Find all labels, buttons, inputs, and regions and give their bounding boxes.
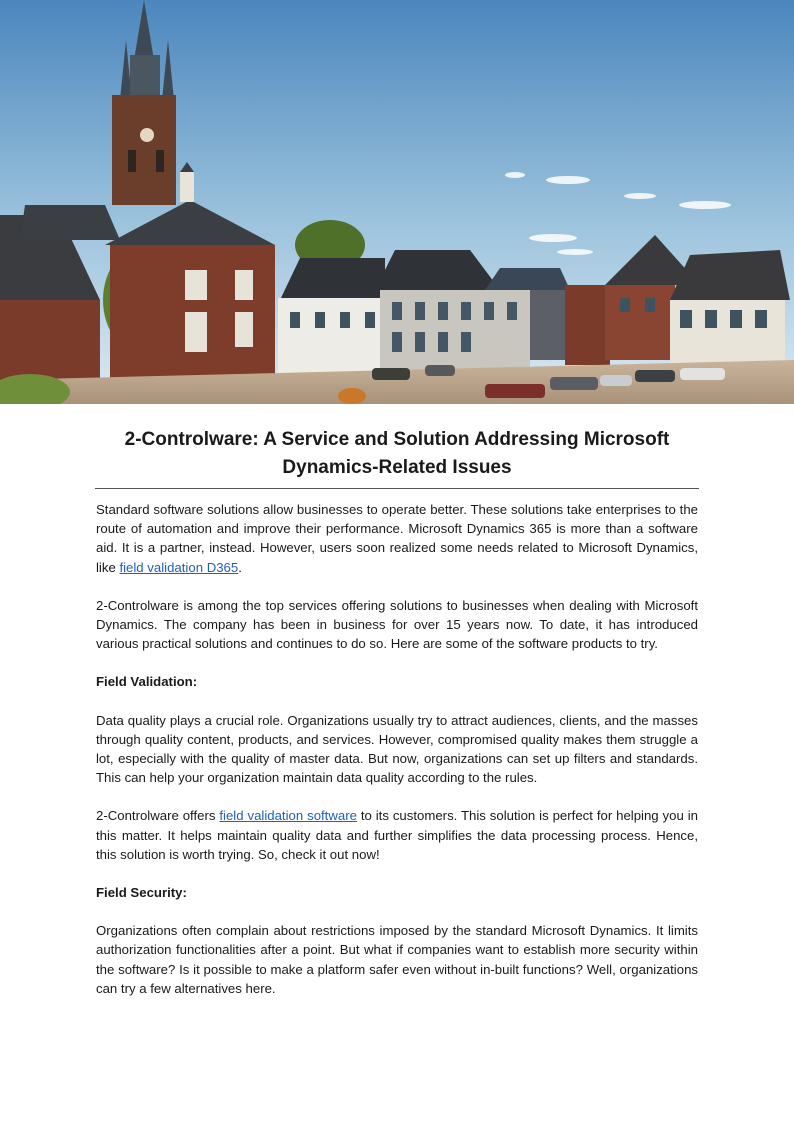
field-validation-d365-link[interactable]: field validation D365 bbox=[119, 559, 239, 575]
field-validation-software-link[interactable]: field validation software bbox=[219, 808, 357, 824]
page-title bbox=[95, 426, 699, 482]
title-block bbox=[95, 426, 699, 489]
paragraph-offer-end: to its customers. This solution is perfect for helping you in this matter. It helps maintain quality data and further simplifies the data processing process. Hence, this solution is worth trying. So, check it out now! bbox=[96, 808, 698, 862]
paragraph-company: 2-Controlware is among the top services offering solutions to businesses when dealing with Microsoft Dynamics. The company has been in business for over 15 years now. To date, it has introduced various practical solutions and continues to do so. Here are some of the software products to try. bbox=[96, 597, 698, 652]
title-line-1: 2-Controlware: A Service and Solution Addressing Microsoft bbox=[124, 429, 670, 450]
heading-field-validation: Field Validation: bbox=[96, 674, 198, 690]
article-body bbox=[96, 500, 698, 1017]
paragraph-intro-end: . bbox=[238, 559, 242, 575]
heading-field-security: Field Security: bbox=[96, 885, 187, 901]
paragraph-data-quality: Data quality plays a crucial role. Organizations usually try to attract audiences, clients, and the masses through quality content, products, and services. However, compromised quality makes them struggle a lot, especially with the quality of master data. But now, organizations can set up filters and standards. This can help your organization maintain data quality according to the rules. bbox=[96, 712, 698, 786]
town-square-illustration bbox=[0, 0, 794, 404]
paragraph-intro-text: Standard software solutions allow businesses to operate better. These solutions take enterprises to the route of automation and improve their performance. Microsoft Dynamics 365 is more than a software aid. It is a partner, instead. However, users soon realized some needs related to Microsoft Dynamics, like bbox=[96, 502, 698, 575]
title-line-2: Dynamics-Related Issues bbox=[282, 457, 512, 478]
paragraph-intro bbox=[96, 500, 698, 577]
hero-image bbox=[0, 0, 794, 404]
paragraph-offer-start: 2-Controlware offers bbox=[96, 808, 220, 824]
paragraph-security: Organizations often complain about restrictions imposed by the standard Microsoft Dynamics. It limits authorization functionalities after a point. But what if companies want to establish more security within the software? Is it possible to make a platform safer even without in-built functions? Well, organizations can try a few alternatives here. bbox=[96, 923, 698, 996]
paragraph-offer bbox=[96, 806, 698, 864]
